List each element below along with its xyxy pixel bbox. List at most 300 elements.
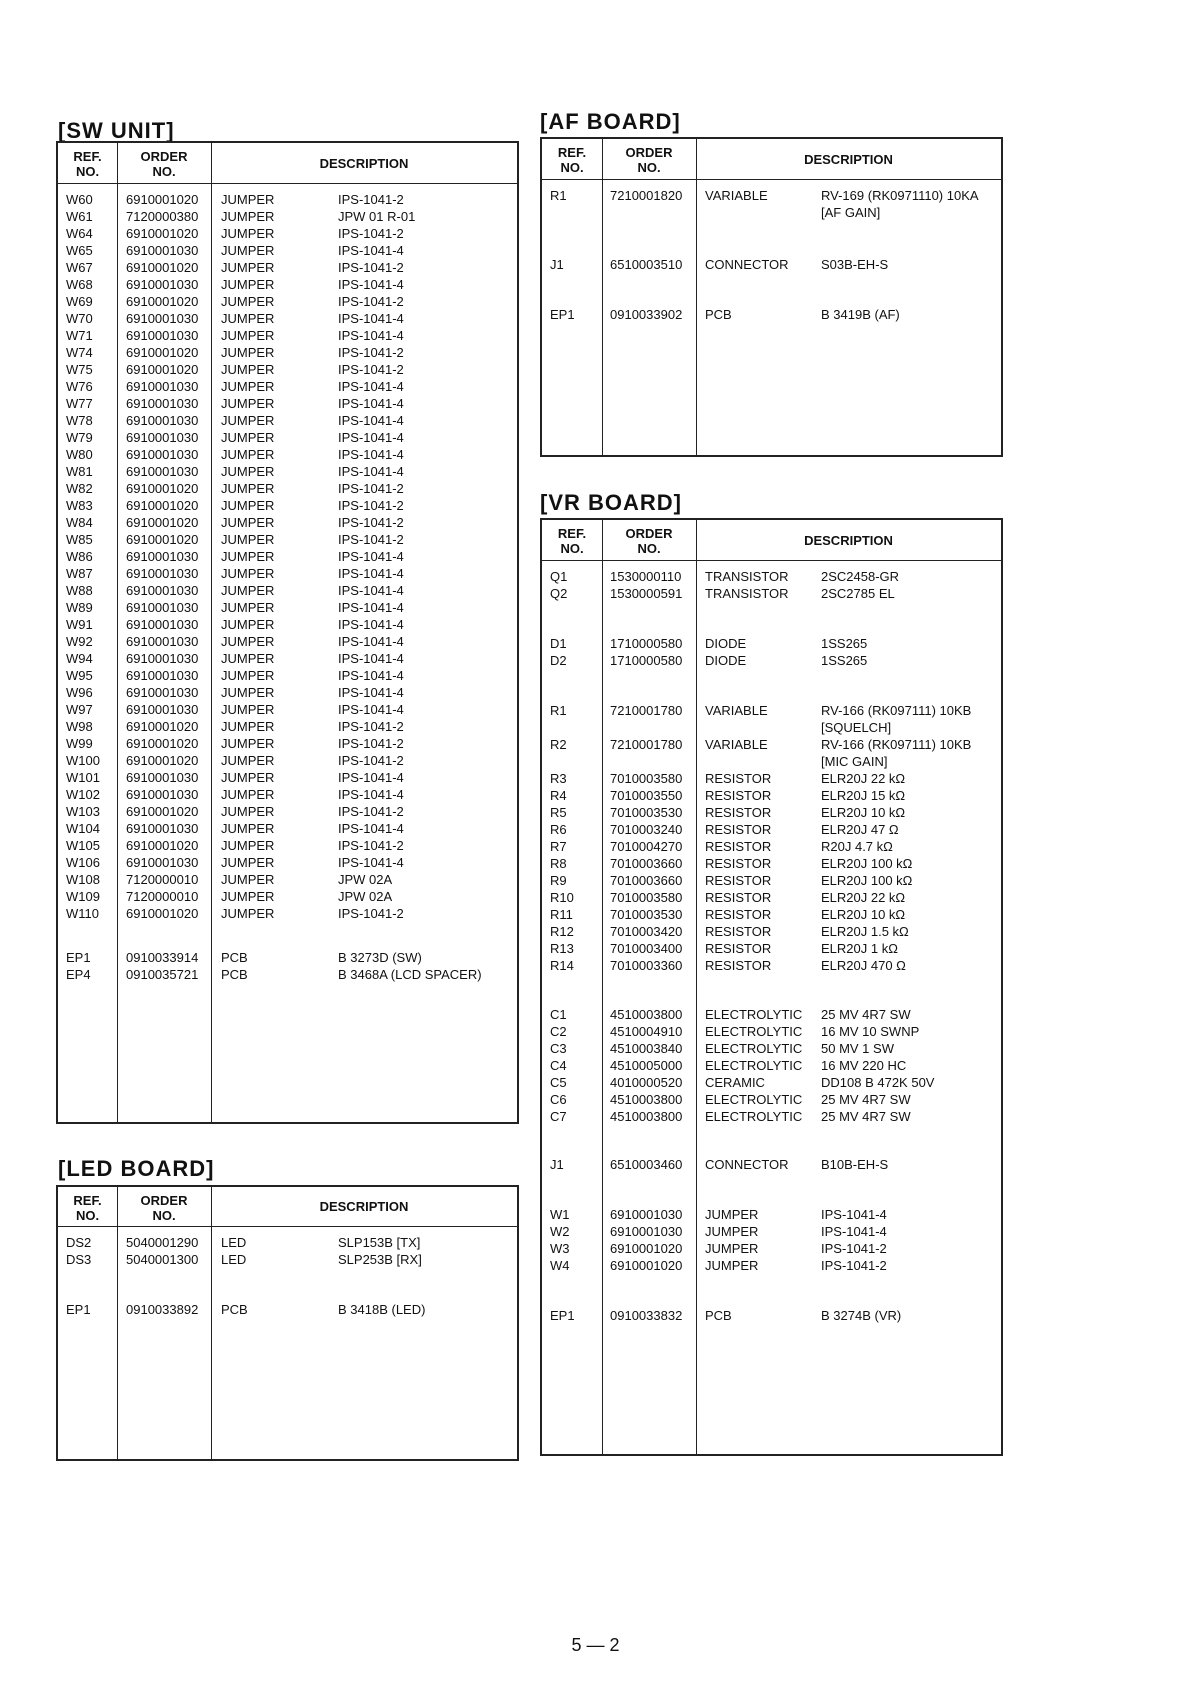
part-type: JUMPER: [221, 617, 275, 632]
table-row: [542, 1307, 1001, 1325]
part-spec: ELR20J 22 kΩ: [821, 890, 906, 905]
part-spec: IPS-1041-4: [338, 464, 404, 479]
table-row: [58, 395, 517, 413]
table-row: [542, 1223, 1001, 1241]
ref-no: R7: [550, 839, 567, 854]
ref-no: W97: [66, 702, 93, 717]
part-type: JUMPER: [221, 736, 275, 751]
part-spec: ELR20J 1 kΩ: [821, 941, 898, 956]
table-row: [58, 1251, 517, 1269]
part-spec: 16 MV 220 HC: [821, 1058, 907, 1073]
part-spec: IPS-1041-4: [338, 634, 404, 649]
order-no: 5040001300: [126, 1252, 199, 1267]
order-no: 4510003800: [610, 1109, 683, 1124]
part-spec: IPS-1041-4: [821, 1224, 887, 1239]
part-type: RESISTOR: [705, 890, 772, 905]
part-spec: S03B-EH-S: [821, 257, 889, 272]
header-ref-no: REF. NO.: [557, 526, 587, 556]
order-no: 6910001030: [126, 447, 199, 462]
order-no: 6910001030: [126, 430, 199, 445]
ref-no: W71: [66, 328, 93, 343]
part-spec: IPS-1041-4: [338, 311, 404, 326]
part-type: JUMPER: [221, 634, 275, 649]
part-spec: IPS-1041-2: [338, 498, 404, 513]
ref-no: C2: [550, 1024, 567, 1039]
order-no: 6910001030: [126, 311, 199, 326]
order-no: 4510004910: [610, 1024, 683, 1039]
order-no: 4510003800: [610, 1092, 683, 1107]
part-spec: B10B-EH-S: [821, 1157, 889, 1172]
order-no: 6910001030: [126, 855, 199, 870]
table-row: [58, 565, 517, 583]
table-row: [58, 949, 517, 967]
part-spec: B 3273D (SW): [338, 950, 422, 965]
part-type: TRANSISTOR: [705, 586, 789, 601]
table-row: [58, 548, 517, 566]
part-type: JUMPER: [221, 396, 275, 411]
ref-no: J1: [550, 1157, 564, 1172]
table-row: [58, 480, 517, 498]
header-description: DESCRIPTION: [319, 155, 409, 171]
part-spec: IPS-1041-2: [338, 226, 404, 241]
table-row: [542, 652, 1001, 670]
part-spec: ELR20J 47 Ω: [821, 822, 899, 837]
ref-no: W110: [66, 906, 99, 921]
part-type: RESISTOR: [705, 941, 772, 956]
header-order-no: ORDER NO.: [625, 145, 673, 175]
sw-unit-title: [SW UNIT]: [58, 118, 175, 143]
order-no: 6910001020: [126, 345, 199, 360]
ref-no: W2: [550, 1224, 570, 1239]
ref-no: R5: [550, 805, 567, 820]
part-spec: IPS-1041-4: [338, 668, 404, 683]
order-no: 1710000580: [610, 636, 683, 651]
ref-no: C4: [550, 1058, 567, 1073]
part-type: PCB: [705, 1308, 732, 1323]
order-no: 5040001290: [126, 1235, 199, 1250]
part-spec: ELR20J 15 kΩ: [821, 788, 906, 803]
ref-no: W68: [66, 277, 93, 292]
table-row: [58, 803, 517, 821]
ref-no: EP1: [550, 1308, 575, 1323]
af-board-title: [AF BOARD]: [540, 109, 681, 134]
ref-no: W74: [66, 345, 93, 360]
table-row: [542, 1240, 1001, 1258]
ref-no: W81: [66, 464, 93, 479]
part-type: JUMPER: [221, 379, 275, 394]
header-ref-no: REF. NO.: [73, 1193, 102, 1223]
table-row: [58, 242, 517, 260]
order-no: 7210001820: [610, 188, 683, 203]
part-type: JUMPER: [221, 277, 275, 292]
table-row: [58, 650, 517, 668]
table-row: [58, 786, 517, 804]
order-no: 6910001020: [126, 532, 199, 547]
part-spec: IPS-1041-4: [338, 702, 404, 717]
order-no: 6910001030: [610, 1224, 683, 1239]
part-spec: 16 MV 10 SWNP: [821, 1024, 920, 1039]
part-spec: IPS-1041-4: [338, 685, 404, 700]
table-row: [542, 1023, 1001, 1041]
part-type: DIODE: [705, 653, 747, 668]
part-spec: RV-169 (RK0971110) 10KA: [821, 188, 979, 203]
table-row: [542, 1006, 1001, 1024]
part-spec: RV-166 (RK097111) 10KB: [821, 703, 972, 718]
ref-no: D2: [550, 653, 567, 668]
order-no: 7010003400: [610, 941, 683, 956]
part-spec: B 3468A (LCD SPACER): [338, 967, 482, 982]
part-type: PCB: [705, 307, 732, 322]
part-type: JUMPER: [221, 362, 275, 377]
order-no: 7210001780: [610, 703, 683, 718]
ref-no: C1: [550, 1007, 567, 1022]
part-spec: ELR20J 10 kΩ: [821, 907, 906, 922]
led-board-title: [LED BOARD]: [58, 1156, 215, 1181]
table-row: [58, 837, 517, 855]
order-no: 7010003550: [610, 788, 683, 803]
ref-no: W69: [66, 294, 93, 309]
part-spec: IPS-1041-4: [338, 328, 404, 343]
ref-no: W89: [66, 600, 93, 615]
table-row: [58, 310, 517, 328]
part-spec: 2SC2785 EL: [821, 586, 895, 601]
table-row: [58, 361, 517, 379]
part-type: TRANSISTOR: [705, 569, 789, 584]
part-type: ELECTROLYTIC: [705, 1007, 803, 1022]
order-no: 7010003530: [610, 907, 683, 922]
order-no: 4510003800: [610, 1007, 683, 1022]
part-spec: JPW 01 R-01: [338, 209, 416, 224]
order-no: 6910001030: [126, 634, 199, 649]
part-spec: IPS-1041-4: [338, 770, 404, 785]
ref-no: W100: [66, 753, 100, 768]
ref-no: W3: [550, 1241, 570, 1256]
ref-no: R3: [550, 771, 567, 786]
order-no: 6910001020: [126, 753, 199, 768]
part-spec: IPS-1041-4: [338, 821, 404, 836]
order-no: 4510003840: [610, 1041, 683, 1056]
ref-no: R10: [550, 890, 574, 905]
ref-no: W64: [66, 226, 93, 241]
part-type: JUMPER: [705, 1241, 759, 1256]
order-no: 6910001030: [126, 549, 199, 564]
part-type: JUMPER: [221, 906, 275, 921]
table-row: [542, 940, 1001, 958]
description-continuation: [AF GAIN]: [821, 205, 881, 220]
part-type: JUMPER: [221, 447, 275, 462]
part-type: JUMPER: [705, 1258, 759, 1273]
vr-board-title: [VR BOARD]: [540, 490, 682, 515]
part-type: JUMPER: [221, 464, 275, 479]
part-type: JUMPER: [221, 753, 275, 768]
part-spec: B 3418B (LED): [338, 1302, 426, 1317]
table-row: [58, 616, 517, 634]
part-spec: R20J 4.7 kΩ: [821, 839, 893, 854]
part-spec: ELR20J 100 kΩ: [821, 873, 913, 888]
ref-no: W80: [66, 447, 93, 462]
table-row: [542, 187, 1001, 205]
order-no: 4510005000: [610, 1058, 683, 1073]
order-no: 7120000380: [126, 209, 199, 224]
table-row: [58, 344, 517, 362]
part-spec: IPS-1041-4: [338, 600, 404, 615]
part-type: LED: [221, 1252, 247, 1267]
order-no: 6910001030: [126, 379, 199, 394]
part-spec: IPS-1041-4: [338, 583, 404, 598]
part-spec: IPS-1041-4: [821, 1207, 887, 1222]
ref-no: W94: [66, 651, 93, 666]
table-row: [542, 1057, 1001, 1075]
header-description: DESCRIPTION: [804, 151, 893, 167]
part-type: JUMPER: [221, 804, 275, 819]
table-row: [542, 1091, 1001, 1109]
order-no: 6910001030: [126, 464, 199, 479]
order-no: 6910001030: [126, 821, 199, 836]
table-row: [542, 889, 1001, 907]
part-spec: IPS-1041-4: [338, 277, 404, 292]
part-type: DIODE: [705, 636, 747, 651]
table-row: [58, 1301, 517, 1319]
order-no: 6910001020: [126, 481, 199, 496]
table-row: [58, 871, 517, 889]
table-row: [542, 635, 1001, 653]
part-spec: IPS-1041-4: [338, 566, 404, 581]
header-description: DESCRIPTION: [804, 532, 893, 548]
order-no: 7010003660: [610, 856, 683, 871]
ref-no: W88: [66, 583, 93, 598]
order-no: 6510003510: [610, 257, 683, 272]
order-no: 1530000110: [610, 569, 682, 584]
part-type: JUMPER: [221, 702, 275, 717]
part-type: ELECTROLYTIC: [705, 1058, 803, 1073]
order-no: 6910001030: [126, 328, 199, 343]
table-row: [58, 497, 517, 515]
ref-no: W101: [66, 770, 100, 785]
table-row: [542, 770, 1001, 788]
ref-no: R6: [550, 822, 567, 837]
order-no: 6910001020: [126, 192, 199, 207]
part-spec: IPS-1041-4: [338, 651, 404, 666]
part-type: JUMPER: [221, 209, 275, 224]
part-type: ELECTROLYTIC: [705, 1024, 803, 1039]
part-spec: IPS-1041-4: [338, 549, 404, 564]
order-no: 7120000010: [126, 872, 199, 887]
table-row: [58, 633, 517, 651]
order-no: 6910001030: [126, 702, 199, 717]
order-no: 7010003240: [610, 822, 683, 837]
ref-no: R1: [550, 188, 567, 203]
order-no: 0910033902: [610, 307, 683, 322]
part-type: RESISTOR: [705, 856, 772, 871]
part-type: RESISTOR: [705, 839, 772, 854]
order-no: 6910001030: [610, 1207, 683, 1222]
part-spec: 25 MV 4R7 SW: [821, 1109, 911, 1124]
order-no: 6910001020: [126, 294, 199, 309]
part-type: JUMPER: [221, 719, 275, 734]
part-type: JUMPER: [221, 481, 275, 496]
order-no: 6910001020: [126, 906, 199, 921]
table-row: [58, 752, 517, 770]
order-no: 1710000580: [610, 653, 683, 668]
part-type: JUMPER: [221, 685, 275, 700]
part-spec: JPW 02A: [338, 872, 393, 887]
order-no: 6910001030: [126, 668, 199, 683]
order-no: 6910001020: [126, 804, 199, 819]
part-type: JUMPER: [221, 226, 275, 241]
part-spec: ELR20J 470 Ω: [821, 958, 906, 973]
part-spec: ELR20J 10 kΩ: [821, 805, 906, 820]
ref-no: J1: [550, 257, 564, 272]
table-row: [542, 1156, 1001, 1174]
part-spec: IPS-1041-2: [338, 481, 404, 496]
table-row: [58, 735, 517, 753]
part-type: JUMPER: [221, 668, 275, 683]
description-continuation: [MIC GAIN]: [821, 754, 888, 769]
table-row: [58, 820, 517, 838]
table-row: [58, 599, 517, 617]
table-row: [542, 1206, 1001, 1224]
order-no: 6510003460: [610, 1157, 683, 1172]
part-spec: IPS-1041-2: [338, 906, 404, 921]
order-no: 6910001030: [126, 277, 199, 292]
table-row: [542, 787, 1001, 805]
ref-no: EP1: [66, 950, 91, 965]
ref-no: R8: [550, 856, 567, 871]
part-spec: ELR20J 100 kΩ: [821, 856, 913, 871]
ref-no: W84: [66, 515, 93, 530]
table-row: [58, 718, 517, 736]
part-type: JUMPER: [705, 1207, 759, 1222]
part-type: JUMPER: [221, 770, 275, 785]
table-row: [542, 585, 1001, 603]
table-row: [542, 256, 1001, 274]
ref-no: W82: [66, 481, 93, 496]
part-spec: B 3419B (AF): [821, 307, 900, 322]
part-spec: SLP153B [TX]: [338, 1235, 421, 1250]
part-spec: SLP253B [RX]: [338, 1252, 422, 1267]
part-spec: IPS-1041-2: [338, 753, 404, 768]
table-row: [58, 412, 517, 430]
ref-no: W4: [550, 1258, 570, 1273]
part-spec: IPS-1041-4: [338, 855, 404, 870]
ref-no: R11: [550, 907, 573, 922]
part-type: JUMPER: [221, 855, 275, 870]
part-type: RESISTOR: [705, 822, 772, 837]
part-type: JUMPER: [221, 192, 275, 207]
order-no: 6910001030: [126, 243, 199, 258]
sw-unit-table: [56, 141, 519, 1124]
ref-no: C3: [550, 1041, 567, 1056]
order-no: 6910001020: [610, 1258, 683, 1273]
order-no: 4010000520: [610, 1075, 683, 1090]
part-spec: RV-166 (RK097111) 10KB: [821, 737, 972, 752]
ref-no: W92: [66, 634, 93, 649]
ref-no: EP4: [66, 967, 91, 982]
part-spec: 50 MV 1 SW: [821, 1041, 894, 1056]
vr-board-table: [540, 518, 1003, 1456]
part-spec: IPS-1041-2: [338, 294, 404, 309]
part-type: JUMPER: [221, 243, 275, 258]
order-no: 7010003580: [610, 890, 683, 905]
order-no: 6910001020: [126, 498, 199, 513]
page-number: 5 — 2: [571, 1635, 620, 1655]
ref-no: W99: [66, 736, 93, 751]
header-order-no: ORDER NO.: [140, 149, 188, 179]
ref-no: W103: [66, 804, 100, 819]
ref-no: C6: [550, 1092, 567, 1107]
ref-no: W104: [66, 821, 100, 836]
part-spec: IPS-1041-4: [338, 787, 404, 802]
ref-no: W60: [66, 192, 93, 207]
part-type: PCB: [221, 967, 248, 982]
table-row: [58, 966, 517, 984]
table-row: [542, 923, 1001, 941]
part-type: VARIABLE: [705, 703, 768, 718]
table-row: [542, 306, 1001, 324]
ref-no: W70: [66, 311, 93, 326]
order-no: 1530000591: [610, 586, 683, 601]
part-type: CONNECTOR: [705, 1157, 789, 1172]
order-no: 7010003660: [610, 873, 683, 888]
ref-no: W79: [66, 430, 93, 445]
part-type: JUMPER: [221, 430, 275, 445]
header-order-no: ORDER NO.: [625, 526, 673, 556]
part-type: LED: [221, 1235, 247, 1250]
part-spec: ELR20J 22 kΩ: [821, 771, 906, 786]
ref-no: R1: [550, 703, 567, 718]
ref-no: EP1: [550, 307, 575, 322]
part-type: JUMPER: [221, 498, 275, 513]
part-type: PCB: [221, 1302, 248, 1317]
ref-no: C5: [550, 1075, 567, 1090]
table-row: [542, 1257, 1001, 1275]
part-type: RESISTOR: [705, 771, 772, 786]
order-no: 7010003420: [610, 924, 683, 939]
order-no: 6910001030: [126, 583, 199, 598]
ref-no: W108: [66, 872, 100, 887]
part-type: JUMPER: [221, 651, 275, 666]
order-no: 6910001030: [126, 770, 199, 785]
order-no: 6910001030: [126, 651, 199, 666]
order-no: 6910001030: [126, 600, 199, 615]
ref-no: Q2: [550, 586, 568, 601]
part-spec: DD108 B 472K 50V: [821, 1075, 935, 1090]
part-spec: IPS-1041-2: [821, 1258, 887, 1273]
led-board-table: [56, 1185, 519, 1461]
table-row: [542, 1108, 1001, 1126]
order-no: 7010003530: [610, 805, 683, 820]
table-row: [58, 1234, 517, 1252]
part-type: VARIABLE: [705, 737, 768, 752]
table-row: [542, 957, 1001, 975]
ref-no: W105: [66, 838, 100, 853]
ref-no: R2: [550, 737, 567, 752]
ref-no: W61: [66, 209, 93, 224]
part-type: JUMPER: [221, 566, 275, 581]
ref-no: W65: [66, 243, 93, 258]
order-no: 7010003360: [610, 958, 683, 973]
table-row: [542, 568, 1001, 586]
part-spec: IPS-1041-2: [338, 838, 404, 853]
order-no: 6910001020: [126, 260, 199, 275]
ref-no: W102: [66, 787, 100, 802]
order-no: 0910033892: [126, 1302, 199, 1317]
part-type: JUMPER: [221, 600, 275, 615]
part-spec: IPS-1041-4: [338, 617, 404, 632]
ref-no: W98: [66, 719, 93, 734]
part-spec: IPS-1041-2: [338, 260, 404, 275]
table-row: [542, 838, 1001, 856]
